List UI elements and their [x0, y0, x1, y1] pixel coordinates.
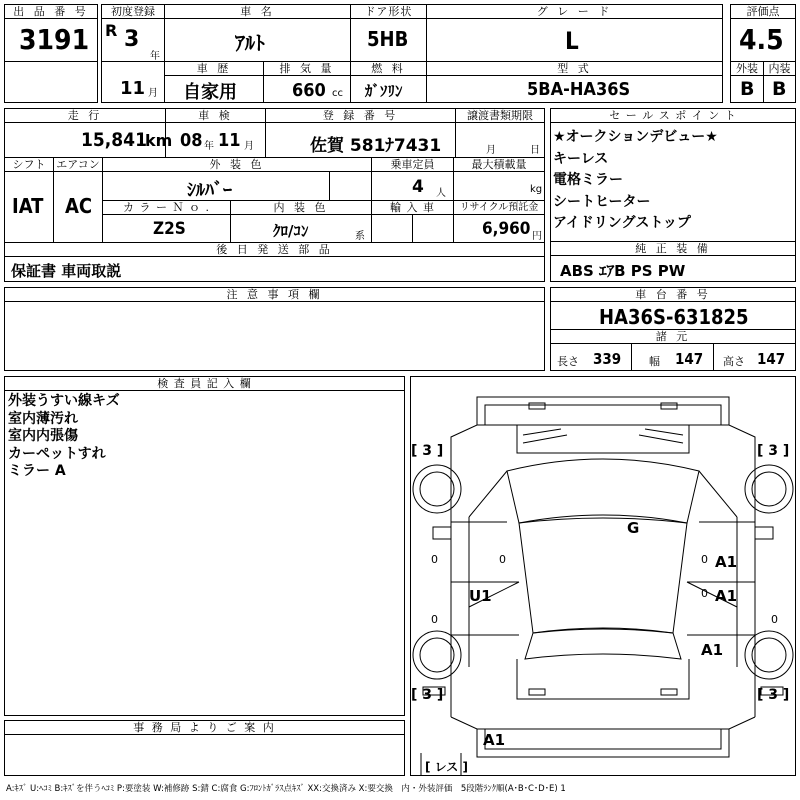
transfer-month: 月	[486, 145, 496, 156]
registration-year: 3	[124, 27, 140, 52]
exterior-score: B	[740, 78, 755, 100]
small-mark: 0	[701, 587, 708, 600]
score: 4.5	[739, 23, 784, 56]
mileage: 15,841	[81, 129, 147, 151]
first-registration-label: 初度登録	[102, 5, 164, 19]
exterior-color-cell	[102, 157, 372, 201]
air-conditioner: AC	[65, 194, 93, 218]
spare-tire: [ レス ]	[425, 760, 468, 774]
height: 147	[757, 350, 786, 368]
import-divider	[412, 214, 413, 243]
color-number-cell	[102, 200, 231, 243]
recycle-unit: 円	[532, 231, 542, 242]
later-docs-cell	[4, 242, 545, 282]
tire-tread-rear-right: [ 3 ]	[757, 687, 790, 703]
small-mark: 0	[701, 553, 708, 566]
car-name-cell	[164, 4, 351, 62]
exterior-color-label: 外 装 色	[103, 158, 371, 172]
small-mark: 0	[499, 553, 506, 566]
fuel-cell	[350, 61, 427, 103]
capacity-cell	[371, 157, 454, 201]
score-label: 評価点	[731, 5, 795, 19]
small-mark: 0	[771, 613, 778, 626]
door-cell	[350, 4, 427, 62]
inspection-year: 08	[180, 130, 203, 151]
displacement-cell	[263, 61, 351, 103]
small-mark: 0	[431, 553, 438, 566]
fuel-label: 燃 料	[351, 62, 426, 76]
inspection-cell	[165, 108, 266, 158]
roof	[519, 518, 687, 633]
damage-mark-right-front-door: A1	[715, 553, 738, 571]
rear-bumper-inner	[485, 729, 721, 749]
front-bumper-outline	[477, 397, 729, 425]
chassis-number: HA36S-631825	[599, 305, 749, 329]
sales-point: ★オークションデビュー★	[553, 129, 718, 145]
tire-tread-rear-left: [ 3 ]	[411, 687, 444, 703]
door-label: ドア形状	[351, 5, 426, 19]
chassis-cell	[550, 287, 796, 330]
notes-label: 注 意 事 項 欄	[5, 288, 544, 302]
inspection-month-unit: 月	[244, 141, 254, 152]
right-mirror	[755, 527, 773, 539]
rear-glass	[525, 628, 681, 659]
dimension-divider	[713, 343, 714, 371]
history-label: 車 歴	[165, 62, 263, 76]
capacity: 4	[412, 177, 424, 197]
inspection-year-unit: 年	[204, 141, 214, 152]
max-load-unit: kg	[530, 184, 543, 195]
office-cell	[4, 720, 405, 776]
sales-point: 電格ミラー	[553, 172, 623, 188]
sales-point: アイドリングストップ	[553, 215, 691, 231]
lot-number-label: 出 品 番 号	[5, 5, 97, 19]
interior-color-label: 内 装 色	[231, 201, 371, 215]
hood-lines	[523, 429, 683, 443]
height-label: 高さ	[723, 355, 745, 368]
sales-points-list	[553, 127, 718, 235]
grade: L	[565, 27, 579, 55]
month-unit: 月	[148, 88, 158, 99]
plate-cell	[265, 108, 456, 158]
inspection-label: 車 検	[166, 109, 265, 123]
inspector-note: ミラー A	[8, 463, 66, 479]
tail-lamp	[661, 689, 677, 695]
displacement-label: 排 気 量	[264, 62, 350, 76]
inspector-label: 検 査 員 記 入 欄	[5, 377, 404, 391]
width: 147	[675, 350, 704, 368]
color-number-label: カ ラ ー Ｎ ｏ .	[103, 201, 230, 215]
tail-lamp	[529, 689, 545, 695]
tire-tread-front-left: [ 3 ]	[411, 443, 444, 459]
small-mark: 0	[431, 613, 438, 626]
shift-cell	[4, 157, 54, 243]
sales-points-cell	[550, 108, 796, 242]
inspector-note: 室内内張傷	[8, 428, 78, 444]
damage-mark-right-rear-door: A1	[715, 587, 738, 605]
sales-point: シートヒーター	[553, 193, 651, 210]
capacity-label: 乗車定員	[372, 158, 453, 172]
interior-color-suffix: 系	[355, 231, 365, 242]
car-diagram-panel	[410, 376, 796, 776]
capacity-unit: 人	[436, 188, 446, 199]
plate-number: 佐賀 581ﾅ7431	[310, 136, 442, 156]
later-docs-label: 後 日 発 送 部 品	[5, 243, 544, 257]
km-unit: km	[145, 131, 173, 150]
right-side	[737, 467, 755, 717]
interior-score-cell	[763, 61, 796, 103]
car-name-label: 車 名	[165, 5, 350, 19]
damage-mark-windshield: G	[627, 519, 640, 537]
mileage-cell	[4, 108, 173, 158]
shift: IAT	[12, 194, 44, 218]
inspector-note: カーペットすれ	[8, 445, 106, 462]
mileage-label: 走 行	[5, 109, 165, 123]
car-name: ｱﾙﾄ	[235, 31, 265, 55]
width-label: 幅	[649, 355, 660, 368]
fuel: ｶﾞｿﾘﾝ	[365, 82, 403, 100]
sales-points-label: セ ー ル ス ポ イ ン ト	[551, 109, 795, 123]
front-grille	[529, 403, 545, 409]
registration-month: 11	[120, 78, 146, 99]
model: 5BA-HA36S	[527, 79, 631, 100]
color-number: Z2S	[153, 219, 186, 239]
max-load-cell	[453, 157, 545, 201]
year-unit: 年	[150, 51, 160, 62]
interior-color-cell	[230, 200, 372, 243]
displacement: 660	[292, 80, 326, 101]
dimensions-cell	[550, 329, 796, 371]
rear-bumper-outline	[477, 729, 729, 757]
windshield	[507, 459, 699, 523]
lot-number: 3191	[19, 23, 90, 56]
interior-score: B	[772, 78, 787, 100]
notes-cell	[4, 287, 545, 371]
lot-number-cell	[4, 4, 98, 62]
grade-label: グ レ ー ド	[427, 5, 722, 19]
shift-label: シフト	[5, 158, 53, 172]
equipment: ABS ｴｱB PS PW	[560, 262, 686, 280]
equipment-label: 純 正 装 備	[551, 242, 795, 256]
chassis-label: 車 台 番 号	[551, 288, 795, 302]
import-cell	[371, 200, 454, 243]
exterior-color: ｼﾙﾊﾞｰ	[187, 180, 232, 201]
exterior-color-divider	[329, 171, 330, 201]
era: R	[105, 21, 118, 40]
history-cell	[164, 61, 264, 103]
exterior-score-label: 外装	[731, 62, 763, 76]
ac-label: エアコン	[54, 158, 102, 172]
max-load-label: 最大積載量	[454, 158, 544, 172]
transfer-day: 日	[530, 145, 540, 156]
dimension-divider	[631, 343, 632, 371]
transfer-label: 譲渡書類期限	[456, 109, 544, 123]
front-grille	[661, 403, 677, 409]
tailgate	[517, 659, 689, 699]
recycle-label: リサイクル預託金	[454, 201, 544, 215]
interior-score-label: 内装	[764, 62, 795, 76]
inspector-note: 外装うすい線キズ	[8, 393, 120, 409]
registration-month-cell	[101, 61, 165, 103]
inspector-list	[8, 393, 120, 481]
left-mirror	[433, 527, 451, 539]
model-label: 型 式	[427, 62, 722, 76]
door-lines	[451, 522, 755, 635]
equipment-cell	[550, 241, 796, 282]
front-bumper-inner	[485, 405, 721, 425]
door-type: 5HB	[367, 27, 409, 51]
car-diagram	[411, 377, 795, 775]
length-label: 長さ	[557, 355, 579, 368]
ac-cell	[53, 157, 103, 243]
damage-mark-rear-bumper: A1	[483, 731, 506, 749]
damage-mark-right-quarter: A1	[701, 641, 724, 659]
score-cell	[730, 4, 796, 62]
lot-number-lower	[4, 61, 98, 103]
inspector-note: 室内薄汚れ	[8, 410, 78, 427]
interior-color: ｸﾛ/ｺﾝ	[273, 222, 309, 240]
office-label: 事 務 局 よ り ご 案 内	[5, 721, 404, 735]
inspector-cell	[4, 376, 405, 716]
legend: A:ｷｽﾞ U:ﾍｺﾐ B:ｷｽﾞを伴うﾍｺﾐ P:要塗装 W:補修跡 S:錆 C:腐食 G:ﾌﾛﾝﾄｶﾞﾗｽ点ｷｽﾞ XX:交換済み X:要交換 内・外装評価 5段階ﾗﾝｸ順(A･B･C･D･E) 1	[6, 784, 566, 794]
tire-tread-front-right: [ 3 ]	[757, 443, 790, 459]
cc-unit: cc	[332, 88, 343, 99]
history: 自家用	[183, 82, 237, 103]
left-side	[451, 467, 469, 717]
body-rear-outline	[451, 717, 755, 729]
length: 339	[593, 350, 622, 368]
sales-point: キーレス	[553, 150, 609, 167]
damage-mark-left-rear-door: U1	[469, 587, 492, 605]
plate-label: 登 録 番 号	[266, 109, 455, 123]
body-front-outline	[451, 425, 755, 467]
recycle-cell	[453, 200, 545, 243]
first-registration-cell	[101, 4, 165, 62]
grade-cell	[426, 4, 723, 62]
later-docs: 保証書 車両取説	[11, 262, 122, 280]
import-label: 輸 入 車	[372, 201, 453, 215]
pillar-lines	[469, 471, 737, 607]
model-cell	[426, 61, 723, 103]
recycle-fee: 6,960	[482, 219, 531, 239]
inspection-month: 11	[218, 130, 241, 151]
exterior-score-cell	[730, 61, 764, 103]
dimensions-label: 諸 元	[551, 330, 795, 344]
transfer-cell	[455, 108, 545, 158]
